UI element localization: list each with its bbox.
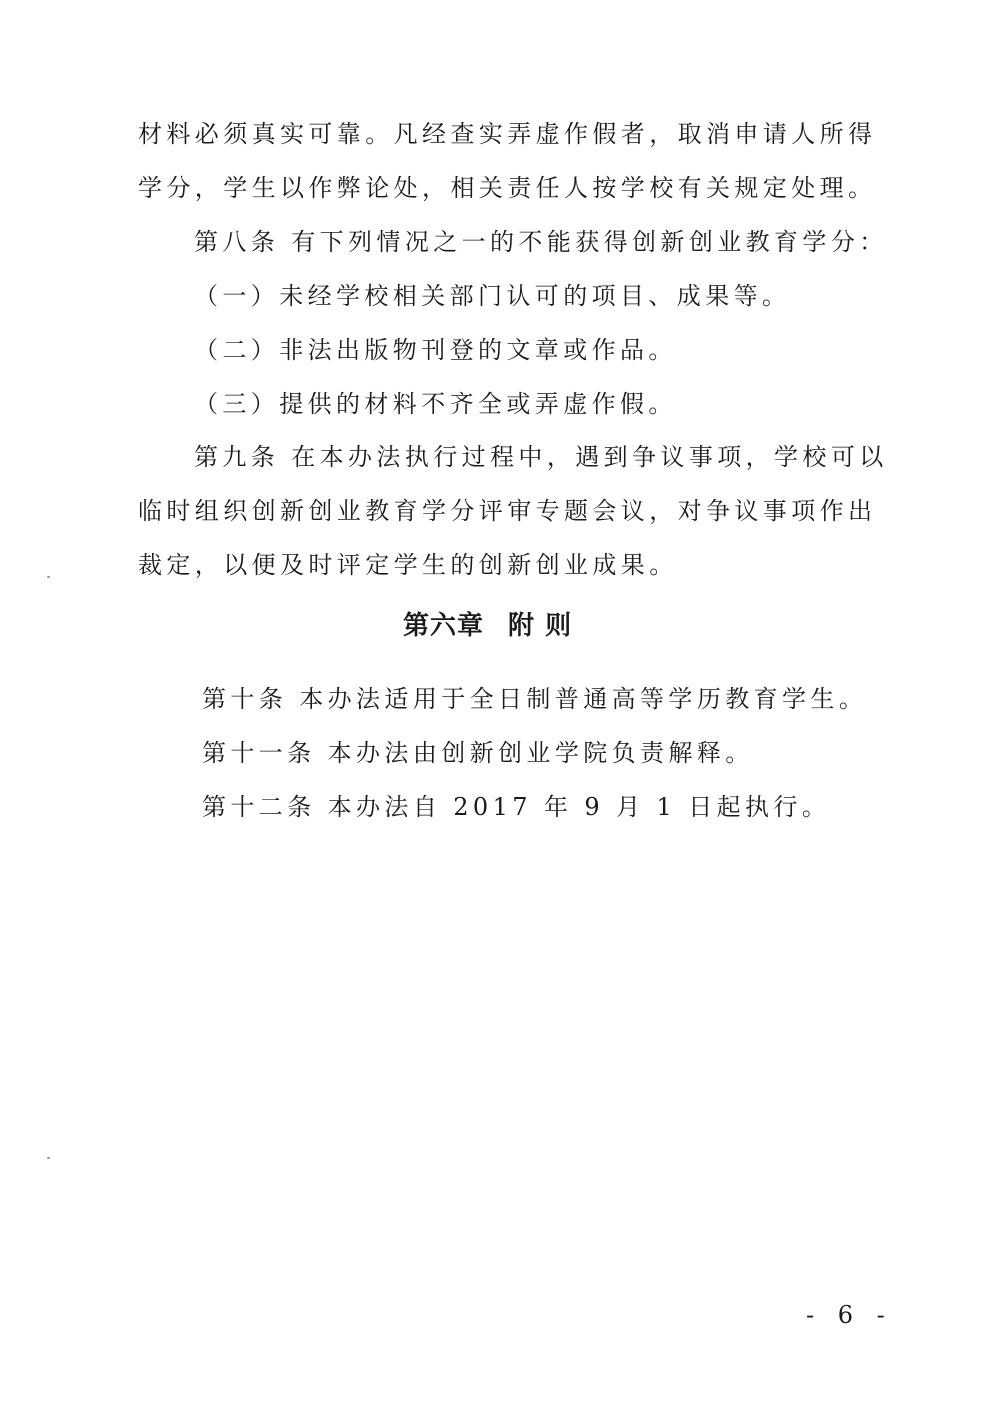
scan-speck: [47, 1157, 50, 1159]
scan-speck: [47, 576, 50, 578]
article-11: 第十一条 本办法由创新创业学院负责解释。: [202, 739, 754, 767]
article-9-continued: 临时组织创新创业教育学分评审专题会议，对争议事项作出: [138, 497, 877, 525]
article-10: 第十条 本办法适用于全日制普通高等学历教育学生。: [202, 685, 868, 713]
article-8-item-3: （三）提供的材料不齐全或弄虚作假。: [194, 390, 677, 418]
article-8: 第八条 有下列情况之一的不能获得创新创业教育学分：: [194, 228, 888, 256]
chapter-heading: [403, 609, 572, 643]
body-line-2: 学分，学生以作弊论处，相关责任人按学校有关规定处理。: [138, 174, 877, 202]
article-12: 第十二条 本办法自 2017 年 9 月 1 日起执行。: [202, 793, 831, 821]
article-8-item-2: （二）非法出版物刊登的文章或作品。: [194, 336, 677, 364]
article-8-item-1: （一）未经学校相关部门认可的项目、成果等。: [194, 282, 791, 310]
article-9-end: 裁定，以便及时评定学生的创新创业成果。: [138, 551, 678, 579]
chapter-title: 附 则: [508, 611, 573, 641]
body-line-1: 材料必须真实可靠。凡经查实弄虚作假者，取消申请人所得: [138, 120, 877, 148]
chapter-number: 第六章: [403, 611, 485, 641]
page-number: - 6 -: [806, 1301, 893, 1329]
article-9: 第九条 在本办法执行过程中，遇到争议事项，学校可以: [194, 443, 888, 471]
